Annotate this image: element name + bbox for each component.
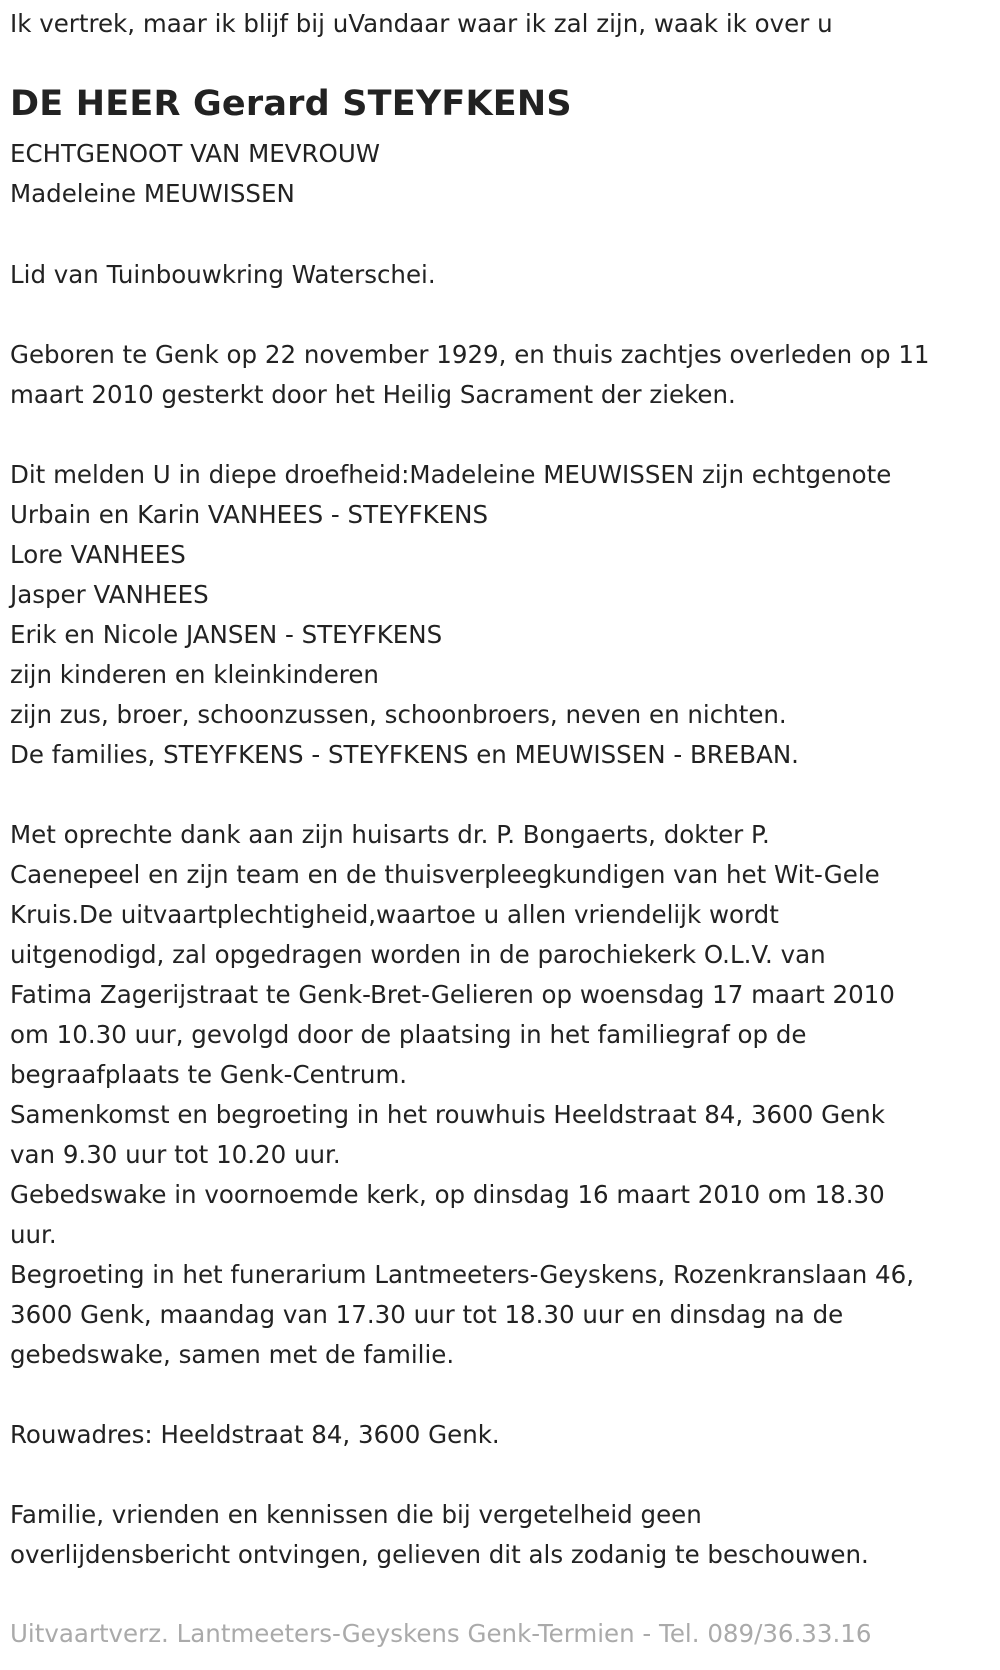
membership-line: Lid van Tuinbouwkring Waterschei. [10,260,436,289]
ceremony-line: Fatima Zagerijstraat te Genk-Bret-Gelieren op woensdag 17 maart 2010 [10,980,895,1009]
family-block [10,455,891,775]
family-line: Urbain en Karin VANHEES - STEYFKENS [10,500,489,529]
ceremony-line: van 9.30 uur tot 10.20 uur. [10,1140,341,1169]
membership-block [10,255,436,295]
ceremony-line: Samenkomst en begroeting in het rouwhuis Heeldstraat 84, 3600 Genk [10,1100,885,1129]
ceremony-line: om 10.30 uur, gevolgd door de plaatsing in het familiegraf op de [10,1020,807,1049]
funeral-home-footer: Uitvaartverz. Lantmeeters-Geyskens Genk-Termien - Tel. 089/36.33.16 [10,1619,872,1648]
ceremony-line: Begroeting in het funerarium Lantmeeters-Geyskens, Rozenkranslaan 46, [10,1260,915,1289]
birth-death-block [10,335,930,415]
family-line: Dit melden U in diepe droefheid:Madeleine MEUWISSEN zijn echtgenote [10,460,892,489]
family-line: Lore VANHEES [10,540,186,569]
birth-line: maart 2010 gesterkt door het Heilig Sacrament der zieken. [10,380,736,409]
mourning-address-block [10,1415,500,1455]
ceremony-line: uitgenodigd, zal opgedragen worden in de parochiekerk O.L.V. van [10,940,826,969]
ceremony-line: Gebedswake in voornoemde kerk, op dinsdag 16 maart 2010 om 18.30 [10,1180,885,1209]
ceremony-line: uur. [10,1220,57,1249]
motto: Ik vertrek, maar ik blijf bij uVandaar waar ik zal zijn, waak ik over u [10,9,833,38]
family-line: zijn zus, broer, schoonzussen, schoonbroers, neven en nichten. [10,700,787,729]
deceased-name: DE HEER Gerard STEYFKENS [10,84,572,124]
ceremony-line: begraafplaats te Genk-Centrum. [10,1060,408,1089]
closing-notice-block [10,1495,869,1575]
birth-line: Geboren te Genk op 22 november 1929, en thuis zachtjes overleden op 11 [10,340,930,369]
family-line: zijn kinderen en kleinkinderen [10,660,379,689]
spouse-line: ECHTGENOOT VAN MEVROUW [10,139,381,168]
closing-line: overlijdensbericht ontvingen, gelieven dit als zodanig te beschouwen. [10,1540,869,1569]
mourning-address: Rouwadres: Heeldstraat 84, 3600 Genk. [10,1420,500,1449]
ceremony-line: 3600 Genk, maandag van 17.30 uur tot 18.30 uur en dinsdag na de [10,1300,844,1329]
family-line: Erik en Nicole JANSEN - STEYFKENS [10,620,443,649]
closing-line: Familie, vrienden en kennissen die bij vergetelheid geen [10,1500,702,1529]
family-line: De families, STEYFKENS - STEYFKENS en MEUWISSEN - BREBAN. [10,740,799,769]
thanks-and-ceremony-block [10,815,914,1375]
spouse-block [10,134,380,214]
ceremony-line: Caenepeel en zijn team en de thuisverpleegkundigen van het Wit-Gele [10,860,880,889]
family-line: Jasper VANHEES [10,580,209,609]
spouse-line: Madeleine MEUWISSEN [10,179,295,208]
ceremony-line: Met oprechte dank aan zijn huisarts dr. P. Bongaerts, dokter P. [10,820,770,849]
ceremony-line: gebedswake, samen met de familie. [10,1340,455,1369]
ceremony-line: Kruis.De uitvaartplechtigheid,waartoe u allen vriendelijk wordt [10,900,779,929]
